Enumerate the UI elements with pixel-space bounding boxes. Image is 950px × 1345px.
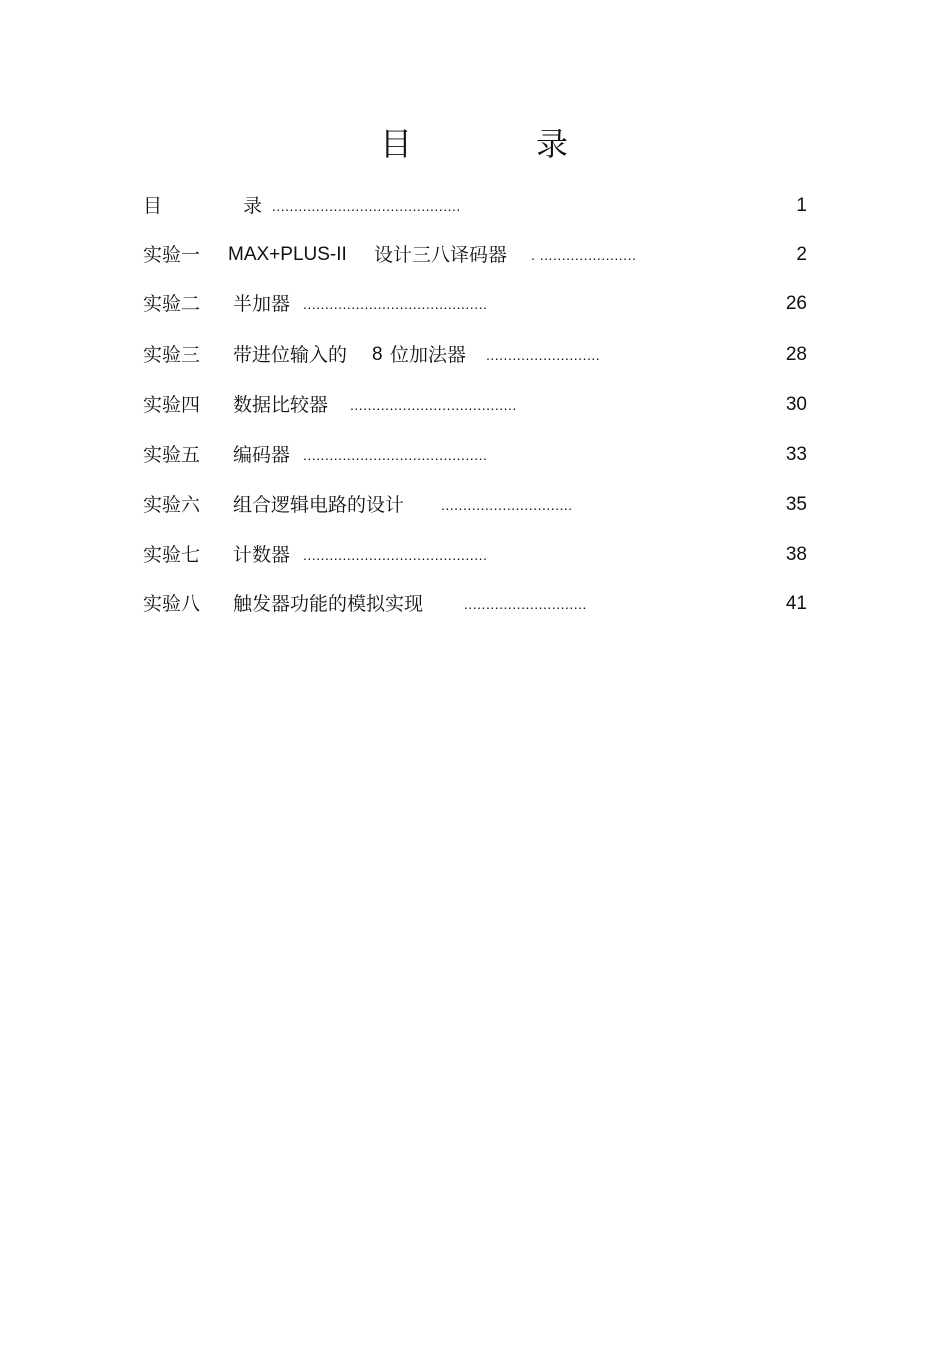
toc-entry-title-digit: 8	[372, 344, 383, 365]
toc-entry-title: 编码器	[233, 444, 291, 466]
toc-entry-leader: ..............................	[441, 497, 573, 513]
toc-entry-label: 实验二	[143, 293, 201, 315]
toc-entry-title: 带进位输入的	[233, 344, 348, 366]
toc-entry-title-latin: MAX+PLUS-II	[228, 244, 347, 265]
toc-entry-leader: ..........................	[486, 347, 601, 363]
toc-entry-label: 实验一	[143, 244, 201, 266]
toc-entry-leader: ......................................	[350, 397, 517, 413]
toc-entry-exp5[interactable]	[143, 440, 807, 470]
toc-entry-label: 实验八	[143, 593, 201, 615]
toc-entry-title: 组合逻辑电路的设计	[233, 494, 405, 516]
toc-entry-page: 28	[785, 344, 807, 365]
toc-heading-char-2: 录	[536, 125, 569, 163]
toc-entry-title: 数据比较器	[233, 394, 329, 416]
toc-entry-leader: ............................	[464, 596, 587, 612]
toc-entry-label: 实验四	[143, 394, 201, 416]
toc-entry-title: 触发器功能的模拟实现	[233, 593, 424, 615]
toc-entry-title-rest: 位加法器	[390, 344, 467, 366]
toc-entry-exp1[interactable]	[143, 240, 807, 270]
toc-entry-exp7[interactable]	[143, 540, 807, 570]
toc-entry-exp3[interactable]	[143, 340, 807, 370]
toc-entry-page: 2	[796, 244, 807, 265]
toc-entry-title: 半加器	[233, 293, 291, 315]
toc-entry-label: 实验三	[143, 344, 201, 366]
toc-entry-label: 实验七	[143, 544, 201, 566]
toc-entry-leader: ..........................................	[303, 447, 488, 463]
toc-entry-title: 设计三八译码器	[374, 244, 508, 266]
toc-entry-title: 录	[243, 195, 263, 217]
toc-entry-page: 33	[785, 444, 807, 465]
toc-entry-leader: ..........................................	[303, 296, 488, 312]
toc-entry-exp6[interactable]	[143, 490, 807, 520]
toc-heading-char-1: 目	[380, 125, 413, 163]
toc-entry-contents[interactable]	[143, 191, 807, 221]
toc-entry-page: 38	[785, 544, 807, 565]
toc-entry-leader: ..........................................	[303, 547, 488, 563]
toc-entry-page: 41	[785, 593, 807, 614]
toc-entry-page: 35	[785, 494, 807, 515]
toc-entry-page: 26	[785, 293, 807, 314]
toc-entry-page: 1	[796, 195, 807, 216]
toc-entry-exp2[interactable]	[143, 289, 807, 319]
toc-entry-label: 实验五	[143, 444, 201, 466]
toc-entry-exp8[interactable]	[143, 589, 807, 619]
toc-entry-page: 30	[785, 394, 807, 415]
toc-entry-exp4[interactable]	[143, 390, 807, 420]
toc-entry-leader: . ......................	[531, 247, 637, 263]
toc-entry-label: 目	[143, 195, 163, 217]
toc-entry-title: 计数器	[233, 544, 291, 566]
toc-entry-label: 实验六	[143, 494, 201, 516]
toc-heading	[0, 122, 950, 168]
toc-entry-leader: ...........................................	[272, 198, 461, 214]
